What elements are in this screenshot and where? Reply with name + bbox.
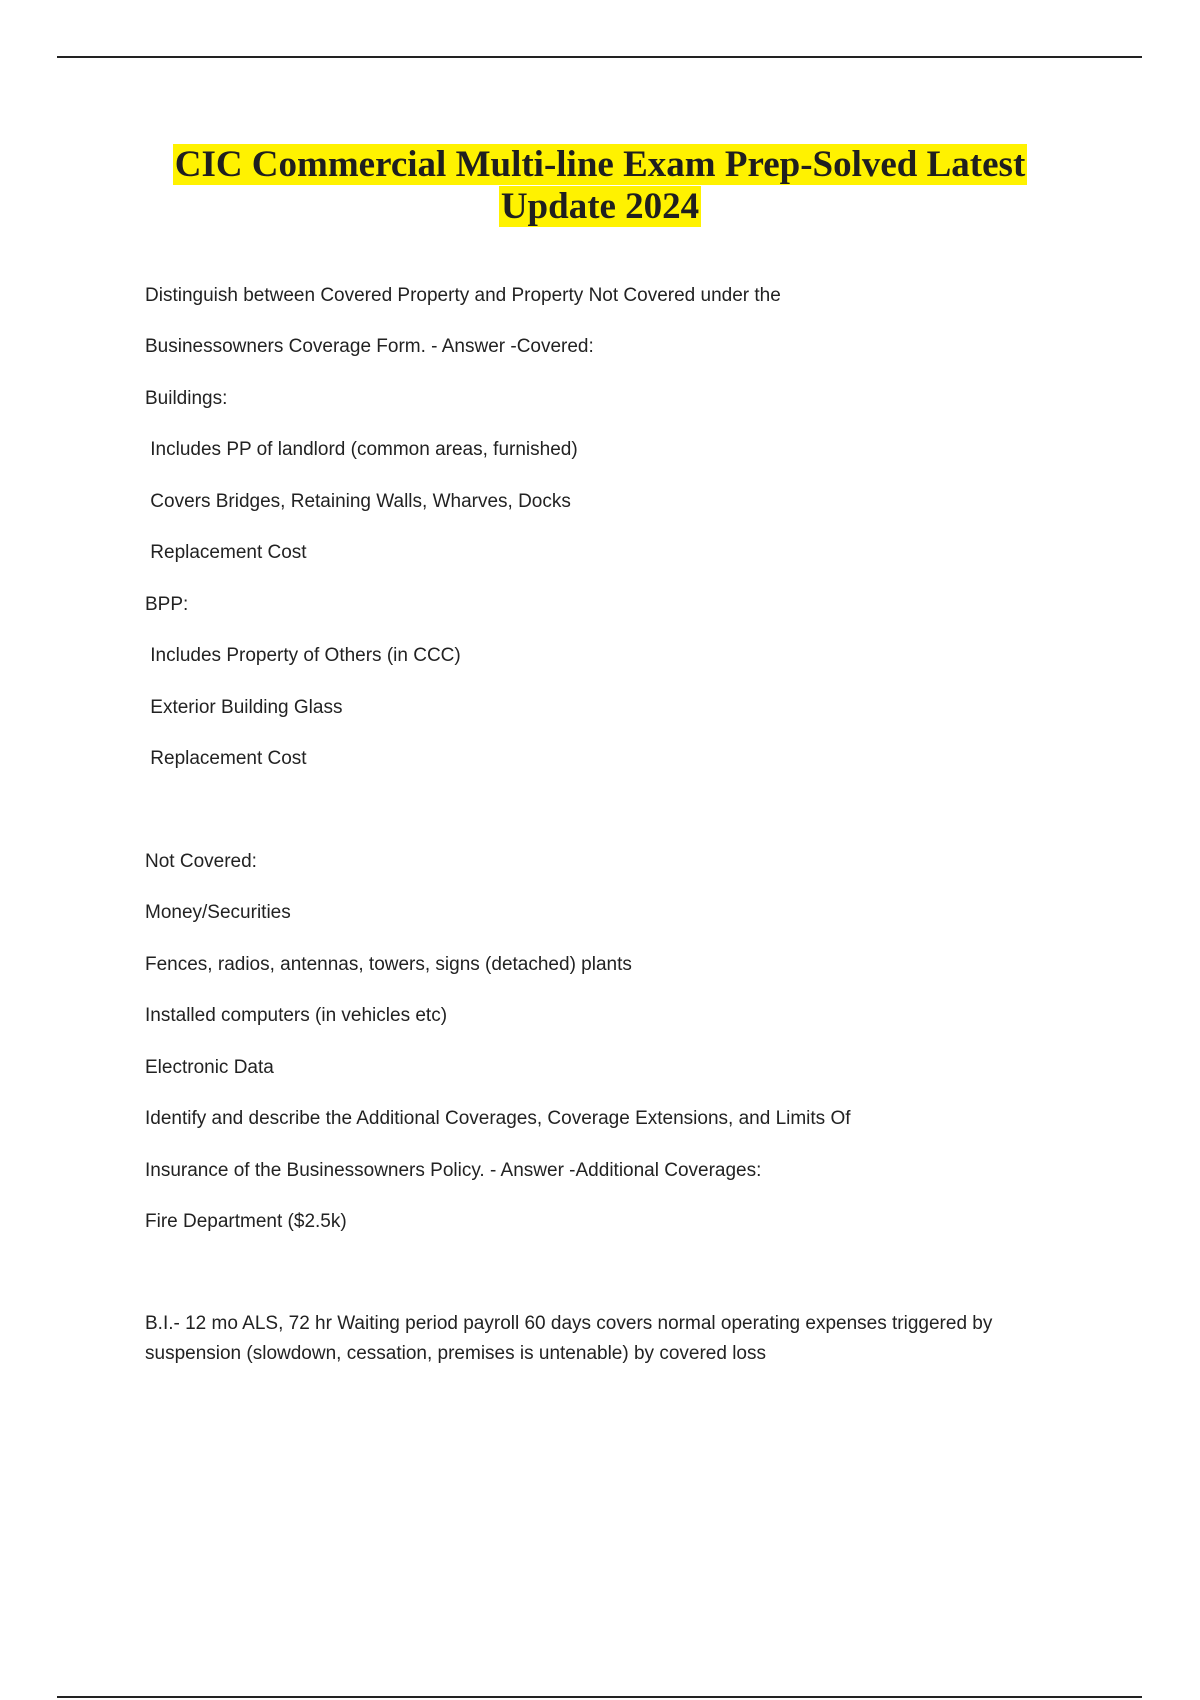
text-line-4: Includes PP of landlord (common areas, furnished) xyxy=(145,439,578,460)
text-line-10: Replacement Cost xyxy=(145,748,307,769)
document-title xyxy=(100,144,1100,228)
text-line-16: Identify and describe the Additional Coverages, Coverage Extensions, and Limits Of xyxy=(145,1108,851,1129)
text-line-6: Replacement Cost xyxy=(145,542,307,563)
text-line-1: Distinguish between Covered Property and Property Not Covered under the xyxy=(145,285,781,306)
top-rule xyxy=(57,56,1142,58)
text-line-8: Includes Property of Others (in CCC) xyxy=(145,645,461,666)
title-line-2: Update 2024 xyxy=(500,186,700,227)
text-line-13: Fences, radios, antennas, towers, signs (detached) plants xyxy=(145,954,632,975)
text-line-14: Installed computers (in vehicles etc) xyxy=(145,1005,448,1026)
text-line-11: Not Covered: xyxy=(145,851,257,872)
text-line-12: Money/Securities xyxy=(145,902,291,923)
text-line-18: Fire Department ($2.5k) xyxy=(145,1211,347,1232)
text-line-7: BPP: xyxy=(145,594,189,615)
text-line-3: Buildings: xyxy=(145,388,228,409)
bottom-rule xyxy=(57,1696,1142,1698)
text-line-5: Covers Bridges, Retaining Walls, Wharves, Docks xyxy=(145,491,571,512)
text-line-2: Businessowners Coverage Form. - Answer -Covered: xyxy=(145,336,594,357)
text-line-9: Exterior Building Glass xyxy=(145,697,343,718)
text-line-15: Electronic Data xyxy=(145,1057,274,1078)
text-line-17: Insurance of the Businessowners Policy. - Answer -Additional Coverages: xyxy=(145,1160,762,1181)
final-paragraph: B.I.- 12 mo ALS, 72 hr Waiting period payroll 60 days covers normal operating expenses triggered by suspension (slowdown, cessation, premises is untenable) by covered loss xyxy=(145,1313,993,1364)
title-line-1: CIC Commercial Multi-line Exam Prep-Solved Latest xyxy=(174,144,1026,185)
